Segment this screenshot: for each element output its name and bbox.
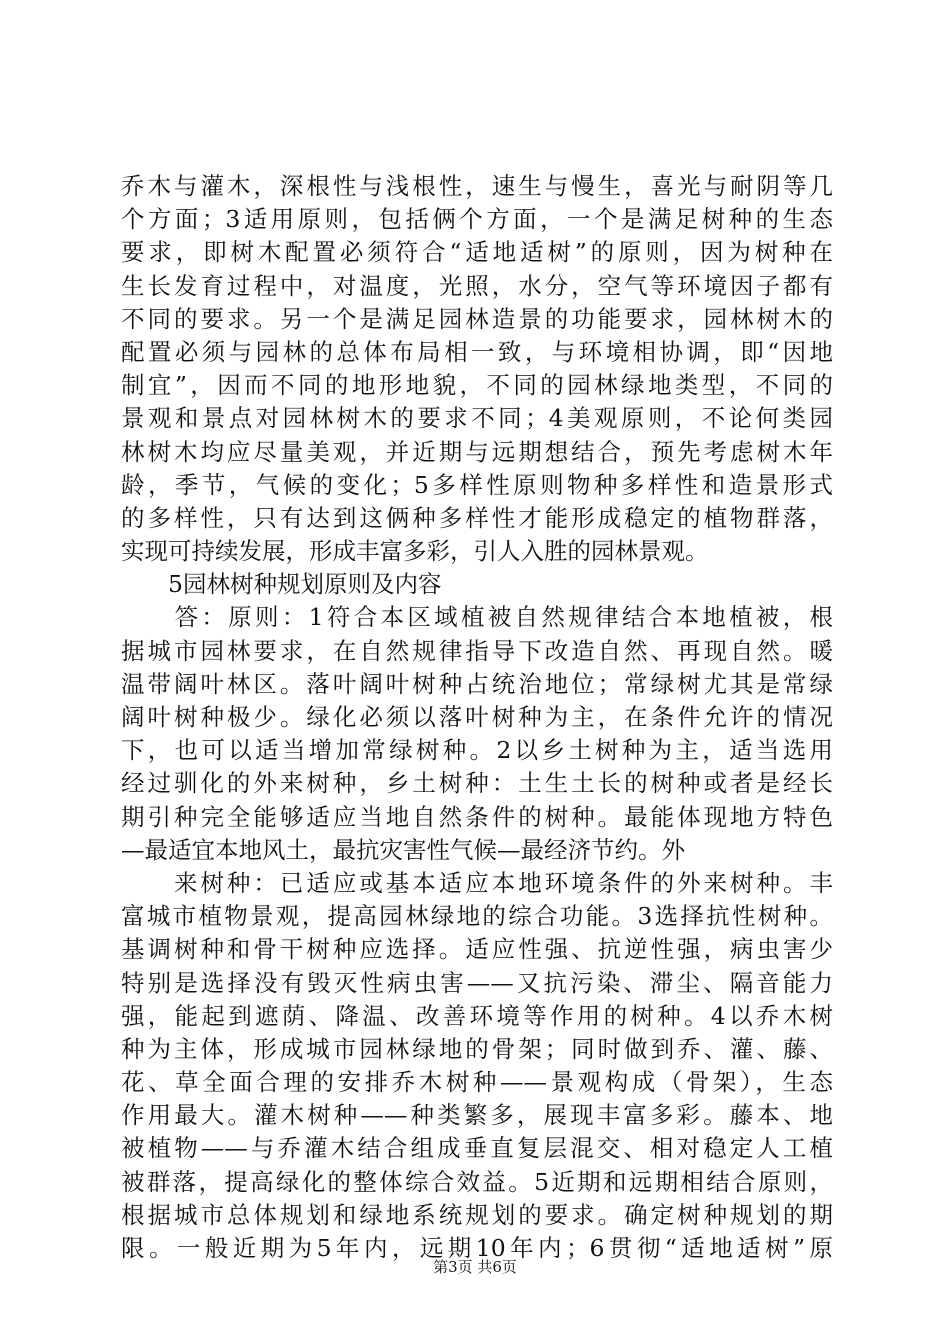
text-line: 来树种：已适应或基本适应本地环境条件的外来树种。丰 [121,868,833,897]
page-footer: 第3页 共6页 [433,1258,517,1276]
text-line: 林树木均应尽量美观，并近期与远期想结合，预先考虑树木年 [121,437,833,466]
text-line: 龄，季节，气候的变化；5多样性原则物种多样性和造景形式 [121,470,833,499]
text-line: 据城市园林要求，在自然规律指导下改造自然、再现自然。暖 [121,636,833,665]
text-line: 下，也可以适当增加常绿树种。2以乡土树种为主，适当选用 [121,736,833,765]
text-line: 特别是选择没有毁灭性病虫害——又抗污染、滞尘、隔音能力 [121,968,833,997]
text-line: 被植物——与乔灌木结合组成垂直复层混交、相对稳定人工植 [121,1134,833,1163]
text-line: 制宜”，因而不同的地形地貌，不同的园林绿地类型，不同的 [121,371,833,400]
text-line: 实现可持续发展，形成丰富多彩，引人入胜的园林景观。 [121,537,709,566]
text-line: 限。一般近期为5年内，远期10年内；6贯彻“适地适树”原 [121,1234,833,1262]
text-line: 期引种完全能够适应当地自然条件的树种。最能体现地方特色 [121,802,833,831]
text-line: 个方面；3适用原则，包括俩个方面，一个是满足树种的生态 [121,205,833,234]
text-line: 答：原则：1符合本区域植被自然规律结合本地植被，根 [121,603,833,632]
text-line: 的多样性，只有达到这俩种多样性才能形成稳定的植物群落， [121,503,833,532]
text-line: 温带阔叶林区。落叶阔叶树种占统治地位；常绿树尤其是常绿 [121,669,833,698]
text-line: 基调树种和骨干树种应选择。适应性强、抗逆性强，病虫害少 [121,935,833,964]
text-line: 富城市植物景观，提高园林绿地的综合功能。3选择抗性树种。 [121,902,833,931]
text-line: 配置必须与园林的总体布局相一致，与环境相协调，即“因地 [121,337,833,366]
text-line: 花、草全面合理的安排乔木树种——景观构成（骨架），生态 [121,1068,833,1097]
text-line: —最适宜本地风土，最抗灾害性气候—最经济节约。外 [121,835,685,864]
text-line: 种为主体，形成城市园林绿地的骨架；同时做到乔、灌、藤、 [121,1034,833,1063]
text-line: 不同的要求。另一个是满足园林造景的功能要求，园林树木的 [121,304,833,333]
body-text [121,170,833,1265]
section-heading: 5园林树种规划原则及内容 [121,570,442,599]
text-line: 乔木与灌木，深根性与浅根性，速生与慢生，喜光与耐阴等几 [121,172,833,200]
text-line: 根据城市总体规划和绿地系统规划的要求。确定树种规划的期 [121,1200,833,1229]
text-line: 强，能起到遮荫、降温、改善环境等作用的树种。4以乔木树 [121,1001,833,1030]
text-line: 阔叶树种极少。绿化必须以落叶树种为主，在条件允许的情况 [121,703,833,731]
text-line: 经过驯化的外来树种，乡土树种：土生土长的树种或者是经长 [121,769,833,798]
text-line: 要求，即树木配置必须符合“适地适树”的原则，因为树种在 [121,238,833,267]
text-line: 作用最大。灌木树种——种类繁多，展现丰富多彩。藤本、地 [121,1101,833,1130]
text-line: 被群落，提高绿化的整体综合效益。5近期和远期相结合原则， [121,1167,833,1196]
text-line: 生长发育过程中，对温度，光照，水分，空气等环境因子都有 [121,271,833,300]
text-line: 景观和景点对园林树木的要求不同；4美观原则，不论何类园 [121,404,833,433]
